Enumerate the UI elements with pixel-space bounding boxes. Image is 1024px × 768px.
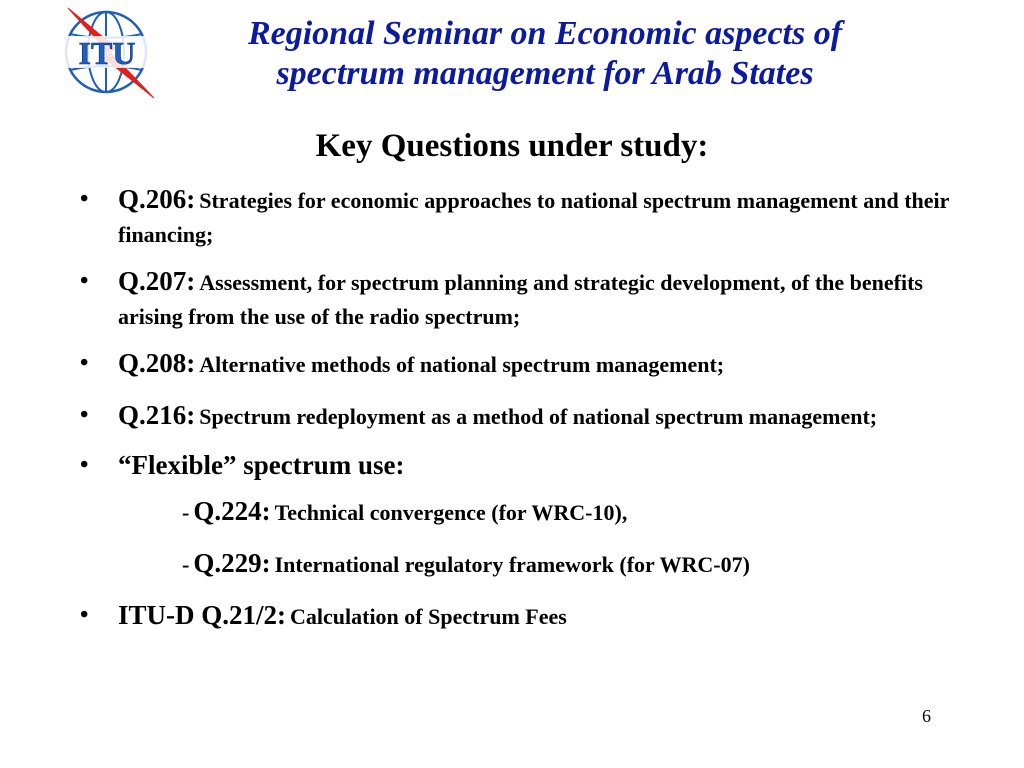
- section-label: “Flexible” spectrum use:: [118, 450, 405, 480]
- dash: -: [182, 552, 190, 577]
- list-item-q206: [78, 182, 958, 252]
- question-code: Q.208:: [118, 348, 196, 378]
- itu-logo: [56, 0, 166, 104]
- question-text: Alternative methods of national spectrum management;: [199, 352, 725, 377]
- bullet: •: [80, 402, 89, 428]
- slide-subtitle: Key Questions under study:: [315, 128, 709, 164]
- question-code: Q.206:: [118, 184, 196, 214]
- question-code: Q.224:: [193, 496, 271, 526]
- bullet: •: [80, 452, 89, 478]
- question-text: Assessment, for spectrum planning and strategic development, of the benefits arising from the use of the radio spectrum;: [118, 270, 923, 329]
- question-code: Q.229:: [193, 548, 271, 578]
- bullet: •: [80, 268, 89, 294]
- slide-title: [190, 14, 900, 94]
- question-text: Spectrum redeployment as a method of national spectrum management;: [199, 404, 878, 429]
- list-item-q207: [78, 264, 958, 334]
- bullet: •: [80, 186, 89, 212]
- question-text: Strategies for economic approaches to national spectrum management and their financing;: [118, 188, 950, 247]
- question-code: ITU-D Q.21/2:: [118, 600, 286, 630]
- page-number: 6: [922, 706, 931, 726]
- bullet: •: [80, 350, 89, 376]
- question-text: Technical convergence (for WRC-10),: [274, 500, 628, 525]
- list-item-q208: [78, 346, 958, 382]
- question-text: Calculation of Spectrum Fees: [290, 604, 567, 629]
- list-item-flexible: [78, 448, 958, 482]
- question-code: Q.207:: [118, 266, 196, 296]
- list-item-itud-q21: [78, 598, 958, 634]
- title-line-2: spectrum management for Arab States: [276, 55, 814, 92]
- question-code: Q.216:: [118, 400, 196, 430]
- sub-item-q229: [78, 546, 958, 582]
- dash: -: [182, 500, 190, 525]
- question-text: International regulatory framework (for WRC-07): [274, 552, 750, 577]
- questions-list: [78, 182, 958, 634]
- bullet: •: [80, 602, 89, 628]
- sub-item-q224: [78, 494, 958, 530]
- list-item-q216: [78, 398, 958, 434]
- logo-text: ITU: [78, 35, 136, 71]
- title-line-1: Regional Seminar on Economic aspects of: [247, 15, 843, 52]
